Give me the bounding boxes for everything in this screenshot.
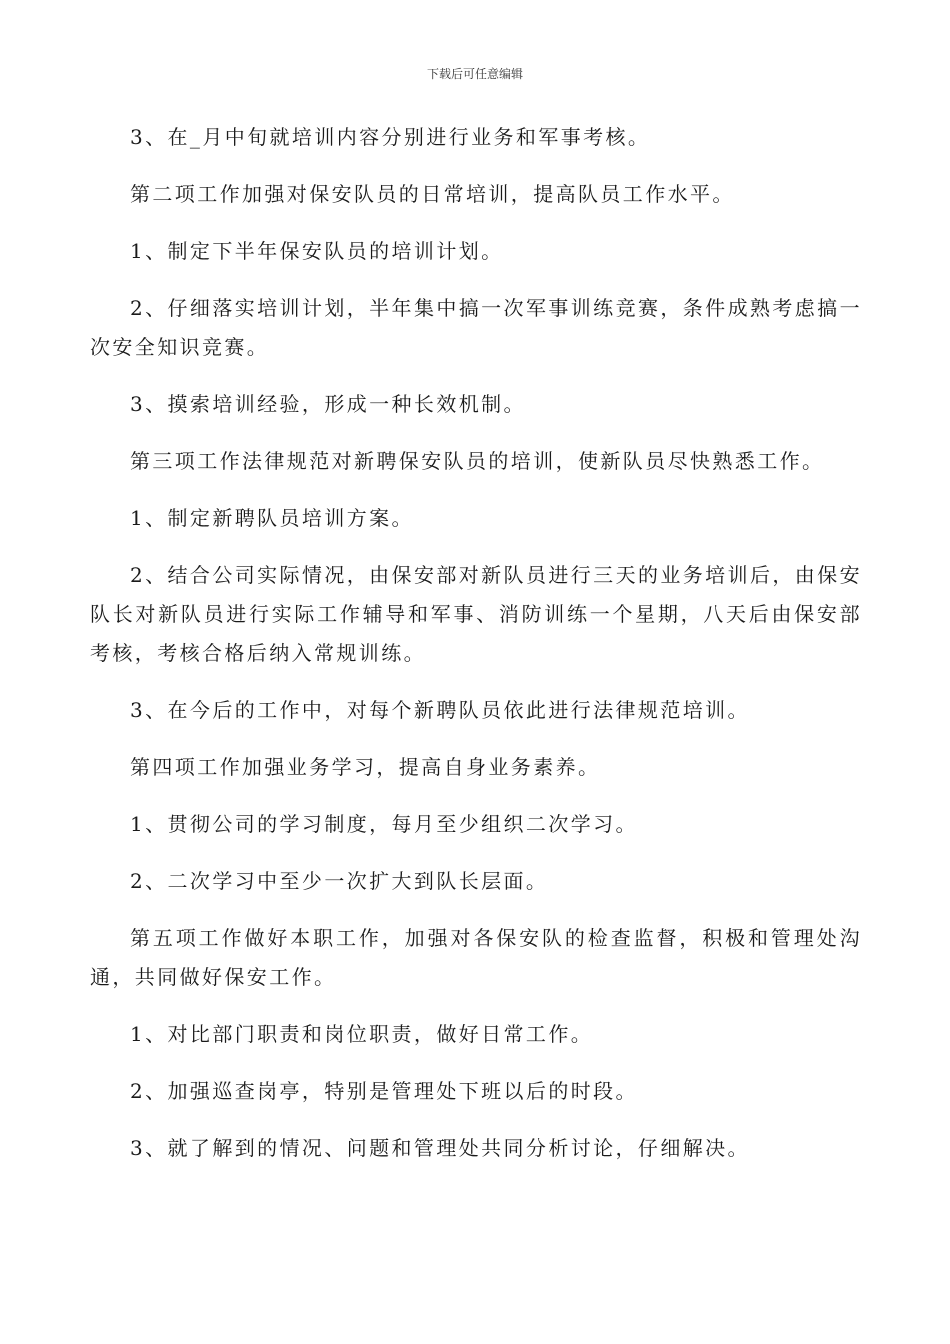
paragraph-item-1: 3、在_月中旬就培训内容分别进行业务和军事考核。 xyxy=(130,125,651,149)
section-heading-2: 第二项工作加强对保安队员的日常培训，提高队员工作水平。 xyxy=(130,182,735,206)
paragraph-item-1: 1、贯彻公司的学习制度，每月至少组织二次学习。 xyxy=(130,812,638,836)
section-heading-3: 第三项工作法律规范对新聘保安队员的培训，使新队员尽快熟悉工作。 xyxy=(130,449,825,473)
paragraph-item-2: 2、仔细落实培训计划，半年集中搞一次军事训练竞赛，条件成熟考虑搞一次安全知识竞赛。 xyxy=(90,296,862,359)
paragraph-item-3: 3、在今后的工作中，对每个新聘队员依此进行法律规范培训。 xyxy=(130,698,750,722)
header-note: 下载后可任意编辑 xyxy=(426,67,523,81)
paragraph-item-2: 2、二次学习中至少一次扩大到队长层面。 xyxy=(130,869,549,893)
section-heading-4: 第四项工作加强业务学习，提高自身业务素养。 xyxy=(130,755,601,779)
paragraph-item-3: 3、就了解到的情况、问题和管理处共同分析讨论，仔细解决。 xyxy=(130,1136,750,1160)
paragraph-item-2: 2、加强巡查岗亭，特别是管理处下班以后的时段。 xyxy=(130,1079,638,1103)
paragraph-item-1: 1、制定下半年保安队员的培训计划。 xyxy=(130,239,504,263)
section-heading-5: 第五项工作做好本职工作，加强对各保安队的检查监督，积极和管理处沟通，共同做好保安工作。 xyxy=(90,926,862,989)
document-body xyxy=(90,118,862,1168)
paragraph-item-1: 1、制定新聘队员培训方案。 xyxy=(130,506,414,530)
paragraph-item-1: 1、对比部门职责和岗位职责，做好日常工作。 xyxy=(130,1022,594,1046)
paragraph-item-2: 2、结合公司实际情况，由保安部对新队员进行三天的业务培训后，由保安队长对新队员进行实际工作辅导和军事、消防训练一个星期，八天后由保安部考核，考核合格后纳入常规训练。 xyxy=(90,563,862,665)
paragraph-item-3: 3、摸索培训经验，形成一种长效机制。 xyxy=(130,392,526,416)
